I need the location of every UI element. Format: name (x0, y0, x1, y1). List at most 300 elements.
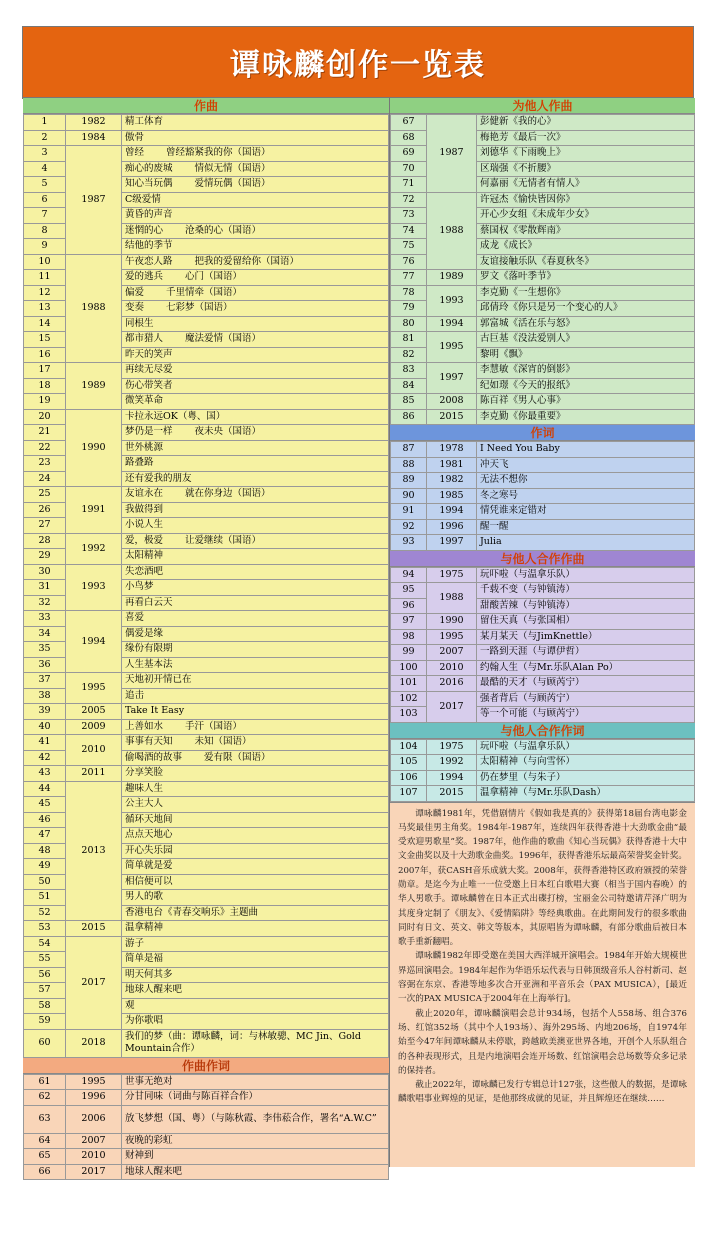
song-alt-version: 夜未央（国语） (194, 426, 262, 438)
year-cell: 1990 (66, 409, 122, 487)
song-name: 昨天的笑声 (125, 348, 173, 360)
row-number: 96 (391, 598, 427, 614)
year-cell: 2015 (427, 409, 477, 425)
table-row (24, 719, 389, 735)
song-name: 同根生 (125, 317, 154, 329)
song-title (122, 843, 389, 859)
row-number: 83 (391, 363, 427, 379)
table-row (391, 504, 695, 520)
song-title (122, 673, 389, 689)
year-cell: 1991 (66, 487, 122, 534)
song-title (477, 409, 695, 425)
table-row (24, 254, 389, 270)
row-number: 11 (24, 270, 66, 286)
year-cell: 2005 (66, 704, 122, 720)
sheet (22, 26, 694, 1177)
song-name: 仍在梦里（与朱子） (480, 771, 566, 783)
table-row (391, 755, 695, 771)
year-cell: 1989 (427, 270, 477, 286)
song-title (477, 208, 695, 224)
song-name: 甜酸苦辣（与钟镇涛） (480, 599, 576, 611)
table-row (391, 660, 695, 676)
year-cell: 1994 (427, 316, 477, 332)
song-title (122, 518, 389, 534)
song-title (477, 645, 695, 661)
table-row (391, 192, 695, 208)
row-number: 22 (24, 440, 66, 456)
song-title (122, 425, 389, 441)
song-title (122, 347, 389, 363)
row-number: 25 (24, 487, 66, 503)
table-row (391, 535, 695, 551)
song-title (122, 1149, 389, 1165)
song-name: 上善如水 (125, 720, 164, 732)
song-name: 等一个可能（与顾芮宁） (480, 708, 585, 720)
song-name: 古巨基《没法爱别人》 (480, 333, 576, 345)
song-title (122, 208, 389, 224)
song-name: 卡拉永远OK（粤、国） (125, 410, 226, 422)
row-number: 61 (24, 1074, 66, 1090)
song-name: 地球人醒来吧 (125, 1165, 183, 1177)
song-title (122, 254, 389, 270)
song-alt-version: 七彩梦（国语） (166, 302, 233, 314)
song-title (477, 535, 695, 551)
song-alt-version: 千里情牵（国语） (166, 286, 243, 298)
song-name: 黄昏的声音 (125, 209, 173, 221)
song-name: 冲天飞 (480, 458, 509, 470)
song-title (477, 488, 695, 504)
year-cell: 1994 (66, 611, 122, 673)
for-others-table (390, 114, 695, 425)
song-name: 小说人生 (125, 519, 164, 531)
song-name: 罗文《落叶季节》 (480, 271, 557, 283)
song-title (477, 567, 695, 583)
song-name: 约翰人生（与Mr.乐队Alan Po） (480, 661, 619, 673)
table-row (24, 673, 389, 689)
song-title (122, 502, 389, 518)
row-number: 62 (24, 1090, 66, 1106)
song-name: 留住天真（与张国相） (480, 615, 576, 627)
song-name: 人生基本法 (125, 658, 173, 670)
section-header-co-composed: 与他人合作作曲 (390, 551, 695, 567)
song-name: 开心少女组《未成年少女》 (480, 209, 595, 221)
song-name: 都市猎人 (125, 333, 164, 345)
song-title (477, 676, 695, 692)
year-cell: 1993 (427, 285, 477, 316)
song-title (122, 905, 389, 921)
song-title (122, 921, 389, 937)
year-cell: 2007 (66, 1133, 122, 1149)
song-name: 观 (125, 999, 135, 1011)
song-title (477, 739, 695, 755)
song-title (122, 595, 389, 611)
year-cell: 1987 (66, 146, 122, 255)
row-number: 54 (24, 936, 66, 952)
song-title (477, 378, 695, 394)
row-number: 104 (391, 739, 427, 755)
song-name: 友谊接触乐队《春夏秋冬》 (480, 255, 595, 267)
song-name: 成龙《成长》 (480, 240, 538, 252)
song-name: 午夜恋人路 (125, 255, 173, 267)
year-cell: 2010 (427, 660, 477, 676)
song-name: 我们的梦（曲：谭咏麟，词：与林敏骢、MC Jin、Gold Mountain合作） (125, 1031, 361, 1054)
row-number: 70 (391, 161, 427, 177)
row-number: 46 (24, 812, 66, 828)
year-cell: 2015 (427, 786, 477, 802)
song-title (122, 394, 389, 410)
row-number: 40 (24, 719, 66, 735)
song-alt-version: 把我的爱留给你（国语） (194, 255, 300, 267)
song-title (477, 598, 695, 614)
song-title (477, 285, 695, 301)
song-title (122, 952, 389, 968)
row-number: 23 (24, 456, 66, 472)
song-name: 追击 (125, 689, 145, 701)
song-name: 蔡国权《零散辉南》 (480, 224, 566, 236)
row-number: 38 (24, 688, 66, 704)
song-title (122, 983, 389, 999)
biography (390, 802, 695, 1167)
table-row (391, 332, 695, 348)
table-row (24, 1133, 389, 1149)
year-cell: 1985 (427, 488, 477, 504)
song-alt-version: 就在你身边（国语） (185, 488, 271, 500)
song-name: 一路到天涯（与谭伊哲） (480, 646, 585, 658)
song-name: 精工体育 (125, 116, 164, 128)
table-row (391, 770, 695, 786)
song-title (122, 177, 389, 193)
song-name: 明天何其多 (125, 968, 173, 980)
song-title (122, 1014, 389, 1030)
table-row (24, 1090, 389, 1106)
row-number: 7 (24, 208, 66, 224)
song-title (122, 332, 389, 348)
year-cell: 2010 (66, 735, 122, 766)
row-number: 97 (391, 614, 427, 630)
song-title (122, 192, 389, 208)
table-row (391, 363, 695, 379)
row-number: 35 (24, 642, 66, 658)
song-name: 香港电台《青春交响乐》主题曲 (125, 906, 259, 918)
table-row (391, 519, 695, 535)
row-number: 41 (24, 735, 66, 751)
row-number: 101 (391, 676, 427, 692)
year-cell: 1984 (66, 130, 122, 146)
song-title (122, 1090, 389, 1106)
year-cell: 1994 (427, 770, 477, 786)
row-number: 92 (391, 519, 427, 535)
song-name: 小鸟梦 (125, 581, 154, 593)
row-number: 49 (24, 859, 66, 875)
song-alt-version: 魔法爱情（国语） (185, 333, 262, 345)
table-row (24, 781, 389, 797)
row-number: 56 (24, 967, 66, 983)
song-name: 无法不想你 (480, 474, 528, 486)
year-cell: 2009 (66, 719, 122, 735)
row-number: 28 (24, 533, 66, 549)
song-name: C级爱情 (125, 193, 161, 205)
song-title (477, 755, 695, 771)
composed-table (23, 114, 389, 1058)
row-number: 88 (391, 457, 427, 473)
song-title (477, 347, 695, 363)
table-row (391, 786, 695, 802)
row-number: 4 (24, 161, 66, 177)
song-title (477, 504, 695, 520)
table-row (391, 316, 695, 332)
song-title (477, 177, 695, 193)
row-number: 85 (391, 394, 427, 410)
row-number: 32 (24, 595, 66, 611)
song-name: 李慧敏《深宵的倒影》 (480, 364, 576, 376)
row-number: 45 (24, 797, 66, 813)
table-row (391, 442, 695, 458)
row-number: 1 (24, 115, 66, 131)
row-number: 106 (391, 770, 427, 786)
song-name: 傲骨 (125, 131, 145, 143)
table-row (391, 488, 695, 504)
table-row (24, 735, 389, 751)
section-header-for-others: 为他人作曲 (390, 98, 695, 114)
year-cell: 1994 (427, 504, 477, 520)
table-row (24, 1164, 389, 1180)
year-cell: 1982 (66, 115, 122, 131)
song-title (122, 828, 389, 844)
song-name: 李克勤《你最重要》 (480, 410, 566, 422)
song-name: 痴心的废城 (125, 162, 173, 174)
row-number: 12 (24, 285, 66, 301)
composed-lyrics-table (23, 1074, 389, 1181)
table-row (24, 611, 389, 627)
song-name: 陈百祥《男人心事》 (480, 395, 566, 407)
year-cell: 1975 (427, 567, 477, 583)
year-cell: 2018 (66, 1029, 122, 1057)
table-row (391, 285, 695, 301)
song-title (122, 642, 389, 658)
song-name: 迷惘的心 (125, 224, 164, 236)
row-number: 37 (24, 673, 66, 689)
section-header-composed: 作曲 (23, 98, 389, 114)
table-row (24, 115, 389, 131)
bio-paragraph: 截止2020年，谭咏麟演唱会总计934场，包括个人558场、组合376场、红馆352场（其中个人193场）、海外295场、内地206场，自1974年始至今47年间谭咏麟从未停歇，跨越欧美澳亚世界各地，开创个人乐队组合的各种表现形式，且是内地演唱会连开场数、红馆演唱会总场数等众多记录的保持者。 (398, 1008, 687, 1076)
song-name: 爱的逃兵 (125, 271, 164, 283)
row-number: 53 (24, 921, 66, 937)
row-number: 71 (391, 177, 427, 193)
table-row (391, 115, 695, 131)
row-number: 74 (391, 223, 427, 239)
song-alt-version: 沧桑的心（国语） (185, 224, 262, 236)
row-number: 21 (24, 425, 66, 441)
song-name: 还有爱我的朋友 (125, 472, 192, 484)
page-title: 谭咏麟创作一览表 (230, 48, 486, 83)
bio-paragraph: 谭咏麟1981年，凭借剧情片《假如我是真的》获得第18届台湾电影金马奖最佳男主角奖。1984年-1987年，连续四年获得香港十大劲歌金曲“最受欢迎男歌星”奖。1987年，他作曲的歌曲《知心当玩偶》获得香港十大中文金曲奖以及十大劲歌金曲奖。1996年，获得香港乐坛最高荣誉奖金针奖。2007年，获CASH音乐成就大奖。2008年，获得香港特区政府颁授的荣誉勋章。是迄今为止唯一一位受邀上日本红白歌唱大赛（相当于国内春晚）的华人男歌手。谭咏麟曾在日本正式出碟打榜，宝丽金公司特邀请芹泽广明为其度身定制了《朋友》、《爱情陷阱》等经典歌曲。在此期间发行的很多歌曲同时有日文、英文、韩文等版本，其原唱皆为谭咏麟，有部分歌曲后被日本歌手重新翻唱。 (398, 808, 687, 948)
song-title (122, 719, 389, 735)
song-title (122, 487, 389, 503)
song-title (477, 394, 695, 410)
row-number: 102 (391, 691, 427, 707)
song-title (122, 161, 389, 177)
bio-paragraph: 截止2022年，谭咏麟已发行专辑总计127张，这些傲人的数据，是谭咏麟歌唱事业辉煌的见证，是他那终成就的见证，并且辉煌还在继续…… (398, 1080, 687, 1105)
song-title (477, 473, 695, 489)
title-bar (23, 27, 693, 98)
year-cell: 2010 (66, 1149, 122, 1165)
song-name: 玩吓啦（与温拿乐队） (480, 740, 576, 752)
table-row (24, 146, 389, 162)
row-number: 8 (24, 223, 66, 239)
song-title (122, 657, 389, 673)
song-name: 伤心带笑者 (125, 379, 173, 391)
table-row (391, 394, 695, 410)
year-cell: 1997 (427, 363, 477, 394)
song-title (477, 614, 695, 630)
song-name: 事事有天知 (125, 736, 173, 748)
song-name: 公主大人 (125, 798, 164, 810)
song-name: 黎明《飘》 (480, 348, 528, 360)
song-name: 天地初开情已在 (125, 674, 192, 686)
song-alt-version: 心门（国语） (185, 271, 243, 283)
table-row (24, 1074, 389, 1090)
row-number: 24 (24, 471, 66, 487)
year-cell: 1995 (66, 673, 122, 704)
song-name: 再续无尽爱 (125, 364, 173, 376)
year-cell: 1996 (66, 1090, 122, 1106)
year-cell: 1988 (66, 254, 122, 363)
song-title (122, 549, 389, 565)
song-title (122, 967, 389, 983)
song-title (477, 239, 695, 255)
song-title (122, 533, 389, 549)
row-number: 72 (391, 192, 427, 208)
row-number: 89 (391, 473, 427, 489)
row-number: 90 (391, 488, 427, 504)
song-name: 某月某天（与JimKnettle） (480, 630, 598, 642)
song-title (477, 223, 695, 239)
song-name: 分甘同味（词曲与陈百祥合作） (125, 1091, 259, 1103)
section-header-co-lyrics: 与他人合作作词 (390, 723, 695, 739)
year-cell: 1992 (427, 755, 477, 771)
song-title (122, 704, 389, 720)
row-number: 13 (24, 301, 66, 317)
song-name: 区瑞强《不折腰》 (480, 162, 557, 174)
year-cell: 1988 (427, 192, 477, 270)
table-row (24, 409, 389, 425)
song-name: 世外桃源 (125, 441, 164, 453)
year-cell: 1987 (427, 115, 477, 193)
table-row (24, 704, 389, 720)
row-number: 65 (24, 1149, 66, 1165)
lyrics-table (390, 441, 695, 551)
song-title (122, 440, 389, 456)
song-title (477, 363, 695, 379)
song-title (122, 874, 389, 890)
song-title (477, 629, 695, 645)
year-cell: 1995 (427, 332, 477, 363)
song-name: 梅艳芳《最后一次》 (480, 131, 566, 143)
song-title (477, 301, 695, 317)
table-row (391, 645, 695, 661)
row-number: 42 (24, 750, 66, 766)
row-number: 30 (24, 564, 66, 580)
song-title (122, 797, 389, 813)
table-row (391, 676, 695, 692)
table-row (391, 457, 695, 473)
year-cell: 2011 (66, 766, 122, 782)
co-composed-table (390, 567, 695, 723)
row-number: 68 (391, 130, 427, 146)
song-name: 太阳精神（与向雪怀） (480, 756, 576, 768)
song-title (122, 735, 389, 751)
year-cell: 2015 (66, 921, 122, 937)
table-row (24, 487, 389, 503)
year-cell: 1981 (427, 457, 477, 473)
song-name: 刘德华《下雨晚上》 (480, 147, 566, 159)
row-number: 81 (391, 332, 427, 348)
song-name: 千载不变（与钟镇涛） (480, 584, 576, 596)
year-cell: 1993 (66, 564, 122, 611)
row-number: 48 (24, 843, 66, 859)
year-cell: 2013 (66, 781, 122, 921)
right-column (389, 98, 695, 1167)
table-row (391, 691, 695, 707)
row-number: 69 (391, 146, 427, 162)
song-name: 世事无绝对 (125, 1075, 173, 1087)
song-title (122, 1164, 389, 1180)
song-name: 何嘉丽《无情者有情人》 (480, 178, 585, 190)
song-name: 纪如璟《今天的报纸》 (480, 379, 576, 391)
row-number: 76 (391, 254, 427, 270)
song-title (122, 580, 389, 596)
song-name: 简单是福 (125, 953, 164, 965)
song-name: 放飞梦想（国、粤）（与陈秋霞、李伟菘合作，署名“A.W.C” (125, 1113, 377, 1124)
row-number: 6 (24, 192, 66, 208)
row-number: 14 (24, 316, 66, 332)
song-title (477, 707, 695, 723)
song-name: 结他的季节 (125, 240, 173, 252)
row-number: 57 (24, 983, 66, 999)
song-title (122, 316, 389, 332)
song-title (477, 332, 695, 348)
song-title (122, 146, 389, 162)
row-number: 55 (24, 952, 66, 968)
row-number: 67 (391, 115, 427, 131)
year-cell: 2017 (427, 691, 477, 722)
song-title (122, 363, 389, 379)
row-number: 15 (24, 332, 66, 348)
song-title (122, 890, 389, 906)
song-name: 许冠杰《愉快皆因你》 (480, 193, 576, 205)
song-title (122, 766, 389, 782)
song-name: 太阳精神 (125, 550, 164, 562)
song-name: 简单就是爱 (125, 860, 173, 872)
song-title (477, 192, 695, 208)
year-cell: 1997 (427, 535, 477, 551)
left-column (23, 98, 389, 1180)
song-name: 变奏 (125, 302, 145, 314)
song-title (122, 115, 389, 131)
song-name: 相信便可以 (125, 875, 173, 887)
song-title (477, 770, 695, 786)
table-row (24, 1029, 389, 1057)
year-cell: 2016 (427, 676, 477, 692)
song-name: 爱，极爱 (125, 534, 164, 546)
row-number: 99 (391, 645, 427, 661)
song-name: I Need You Baby (480, 443, 560, 455)
row-number: 86 (391, 409, 427, 425)
song-title (122, 750, 389, 766)
song-name: 夜晚的彩虹 (125, 1134, 173, 1146)
row-number: 19 (24, 394, 66, 410)
song-name: 知心当玩偶 (125, 178, 173, 190)
